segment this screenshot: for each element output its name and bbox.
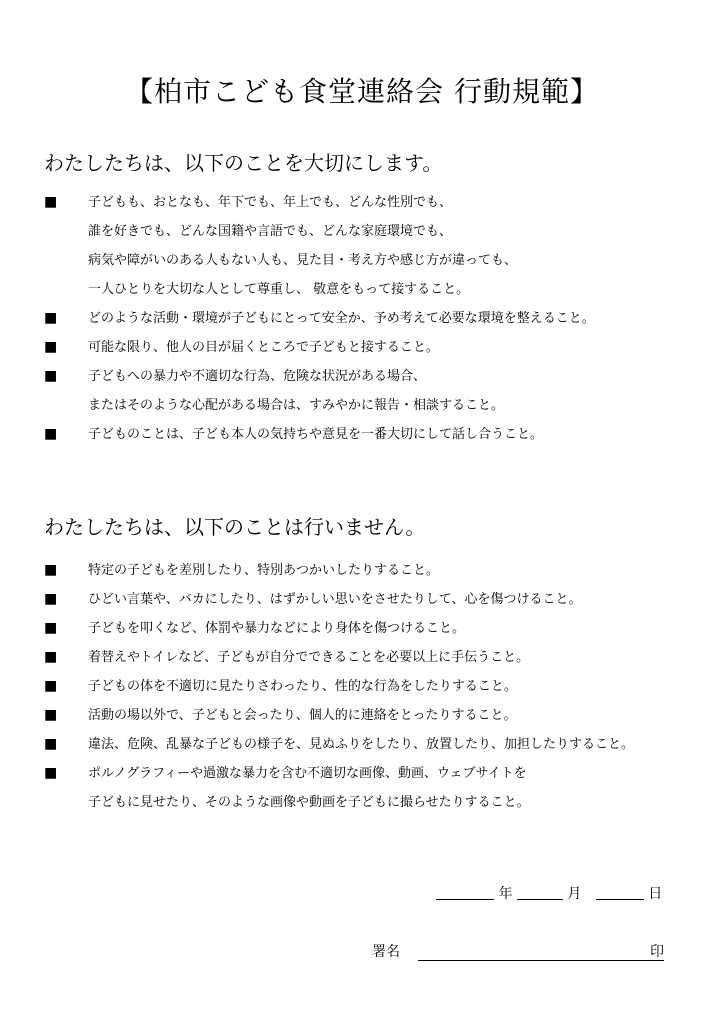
signature-line: [418, 960, 664, 961]
prohibition-item-text: 子どもの体を不適切に見たりさわったり、性的な行為をしたりすること。: [88, 679, 517, 694]
prohibition-item: [44, 701, 714, 730]
bullet-square-icon: ■: [44, 339, 58, 355]
commitment-item-text: 子どものことは、子ども本人の気持ちや意見を一番大切にして話し合うこと。: [88, 427, 544, 442]
prohibition-item-text: 特定の子どもを差別したり、特別あつかいしたりすること。: [88, 563, 440, 578]
commitment-item-text: 病気や障がいのある人もない人も、見た目・考え方や感じ方が違っても、: [88, 253, 518, 268]
bullet-square-icon: ■: [44, 591, 58, 607]
day-label: 日: [648, 886, 663, 902]
bullet-square-icon: ■: [44, 707, 58, 723]
bullet-square-icon: ■: [44, 678, 58, 694]
prohibition-item-text: 違法、危険、乱暴な子どもの様子を、見ぬふりをしたり、放置したり、加担したりすること。: [88, 737, 635, 752]
bullet-square-icon: ■: [44, 368, 58, 384]
prohibition-item-text: 活動の場以外で、子どもと会ったり、個人的に連絡をとったりすること。: [88, 708, 517, 723]
commitment-item: [44, 420, 714, 449]
commitments-list: [44, 188, 714, 449]
prohibitions-list: [44, 556, 714, 817]
commitment-item-text: 誰を好きでも、どんな国籍や言語でも、どんな家庭環境でも、: [88, 224, 453, 239]
commitment-item-text: 子どもも、おとなも、年下でも、年上でも、どんな性別でも、: [88, 195, 453, 210]
bullet-square-icon: ■: [44, 765, 58, 781]
commitment-item-text: 可能な限り、他人の目が届くところで子どもと接すること。: [88, 340, 439, 355]
prohibition-item: [44, 759, 714, 817]
section-heading-prohibitions: わたしたちは、以下のことは行いません。: [44, 515, 426, 539]
prohibition-item: [44, 556, 714, 585]
commitment-item: [44, 333, 714, 362]
bullet-square-icon: ■: [44, 194, 58, 210]
prohibition-item: [44, 614, 714, 643]
bullet-square-icon: ■: [44, 426, 58, 442]
commitment-item-text: またはそのような心配がある場合は、すみやかに報告・相談すること。: [88, 398, 505, 413]
prohibition-item: [44, 643, 714, 672]
date-fields: [436, 882, 662, 906]
signature-label: 署名: [372, 944, 400, 960]
prohibition-item: [44, 672, 714, 701]
signature-field: [372, 940, 668, 964]
prohibition-item-text: 子どもを叩くなど、体罰や暴力などにより身体を傷つけること。: [88, 621, 466, 636]
year-label: 年: [498, 886, 513, 902]
prohibition-item: [44, 585, 714, 614]
prohibition-item: [44, 730, 714, 759]
prohibition-item-text: ポルノグラフィーや過激な暴力を含む不適切な画像、動画、ウェブサイトを: [88, 766, 527, 781]
bullet-square-icon: ■: [44, 649, 58, 665]
prohibition-item-text: ひどい言葉や、バカにしたり、はずかしい思いをさせたりして、心を傷つけること。: [88, 592, 582, 607]
bullet-square-icon: ■: [44, 620, 58, 636]
prohibition-item-text: 着替えやトイレなど、子どもが自分でできることを必要以上に手伝うこと。: [88, 650, 530, 665]
commitment-item: [44, 362, 714, 420]
section-heading-commitments: わたしたちは、以下のことを大切にします。: [44, 151, 443, 175]
commitment-item-text: どのような活動・環境が子どもにとって安全か、予め考えて必要な環境を整えること。: [88, 311, 595, 326]
month-label: 月: [567, 886, 582, 902]
seal-mark: 印: [650, 944, 664, 960]
year-blank: [436, 885, 494, 900]
bullet-square-icon: ■: [44, 310, 58, 326]
bullet-square-icon: ■: [44, 736, 58, 752]
prohibition-item-text: 子どもに見せたり、そのような画像や動画を子どもに撮らせたりすること。: [88, 795, 530, 810]
commitment-item: [44, 304, 714, 333]
commitment-item: [44, 188, 714, 304]
bullet-square-icon: ■: [44, 562, 58, 578]
commitment-item-text: 子どもへの暴力や不適切な行為、危険な状況がある場合、: [88, 369, 427, 384]
page-title: 【柏市こども食堂連絡会 行動規範】: [125, 75, 599, 108]
month-blank: [517, 885, 563, 900]
day-blank: [596, 885, 644, 900]
commitment-item-text: 一人ひとりを大切な人として尊重し、 敬意をもって接すること。: [88, 282, 470, 297]
